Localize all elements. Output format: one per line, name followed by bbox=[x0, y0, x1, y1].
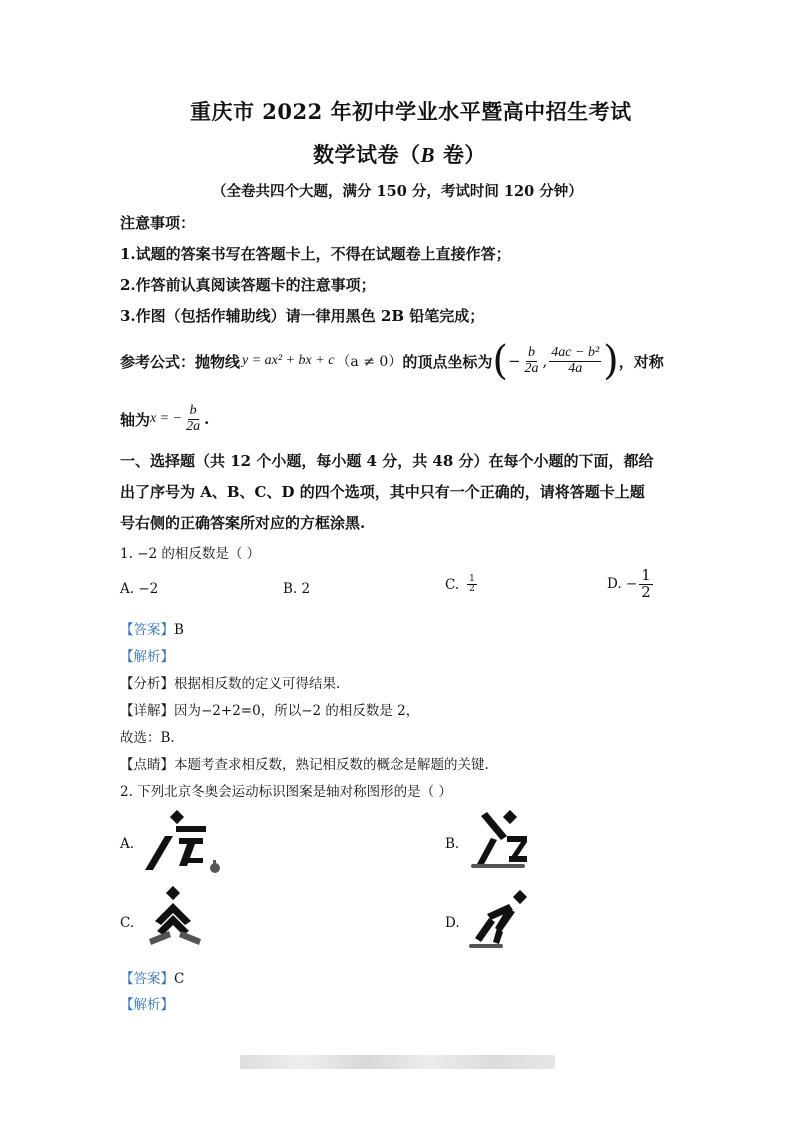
q1-stem: 1. −2 的相反数是（ ） bbox=[120, 546, 261, 562]
note-item-3: 3.作图（包括作辅助线）请一律用黑色 2B 铅笔完成； bbox=[120, 307, 485, 325]
q2-option-c-label: C. bbox=[120, 915, 135, 931]
right-paren: ) bbox=[603, 338, 619, 384]
parabola-equation: y = ax² + bx + c bbox=[242, 353, 335, 368]
q2-answer: 【答案】C bbox=[120, 971, 185, 987]
section1-line-1: 一、选择题（共 12 个小题，每小题 4 分，共 48 分）在每个小题的下面，都给 bbox=[120, 452, 654, 470]
notes-heading: 注意事项： bbox=[120, 214, 196, 232]
note-item-2: 2.作答前认真阅读答题卡的注意事项； bbox=[120, 276, 376, 294]
q1-analysis-tag: 【解析】 bbox=[120, 649, 174, 665]
left-paren: ( bbox=[492, 338, 508, 384]
q1-xiangjie: 【详解】因为−2+2=0，所以−2 的相反数是 2， bbox=[120, 703, 420, 719]
vertex-x-fraction: $\frac{b}{2a}$ bbox=[524, 344, 539, 376]
q2-option-a-label: A. bbox=[120, 836, 135, 852]
section1-line-2: 出了序号为 A、B、C、D 的四个选项，其中只有一个正确的，请将答题卡上题 bbox=[120, 483, 645, 501]
page-title: 重庆市 2022 年初中学业水平暨高中招生考试 bbox=[190, 99, 632, 124]
q2-analysis-tag: 【解析】 bbox=[120, 997, 174, 1013]
symmetry-axis: 轴为 x = − $\frac{b}{2a}$ . bbox=[120, 402, 210, 434]
note-item-1: 1.试题的答案书写在答题卡上，不得在试题卷上直接作答； bbox=[120, 245, 511, 263]
q1-fenxi: 【分析】根据相反数的定义可得结果. bbox=[120, 676, 341, 692]
q2-option-b-label: B. bbox=[445, 836, 460, 852]
q1-answer: 【答案】B bbox=[120, 622, 184, 638]
reference-formula: 参考公式：抛物线 y = ax² + bx + c （a ≠ 0） 的顶点坐标为 ( − $\frac{b}{2a}$ , $\frac{\text{4ac − b²}}{4a}$ ) ，对称 bbox=[120, 338, 664, 384]
skiing-pictogram-icon bbox=[143, 885, 209, 951]
bobsleigh-pictogram-icon bbox=[467, 810, 533, 876]
q2-option-d-label: D. bbox=[445, 915, 460, 931]
speed-skating-pictogram-icon bbox=[467, 888, 533, 954]
curling-pictogram-icon bbox=[143, 810, 223, 876]
paper-subtitle: 数学试卷（B 卷） bbox=[313, 142, 486, 167]
q1-option-d: D. − $\frac{1}{2}$ bbox=[607, 566, 651, 601]
axis-fraction: $\frac{b}{2a}$ bbox=[186, 402, 201, 434]
q1-option-c: C. $\frac{1}{2}$ bbox=[445, 574, 475, 595]
q1-dianjing: 【点睛】本题考查求相反数，熟记相反数的概念是解题的关键. bbox=[120, 757, 489, 773]
q2-stem: 2. 下列北京冬奥会运动标识图案是轴对称图形的是（ ） bbox=[120, 784, 452, 800]
blurred-footer-watermark bbox=[240, 1055, 555, 1069]
section1-line-3: 号右侧的正确答案所对应的方框涂黑. bbox=[120, 514, 366, 532]
vertex-y-fraction: $\frac{\text{4ac − b²}}{4a}$ bbox=[551, 344, 600, 376]
q1-option-a: A. −2 bbox=[120, 581, 159, 597]
q1-option-b: B. 2 bbox=[283, 581, 311, 597]
exam-info: （全卷共四个大题，满分 150 分，考试时间 120 分钟） bbox=[212, 183, 583, 200]
q1-conclusion: 故选：B. bbox=[120, 730, 175, 746]
